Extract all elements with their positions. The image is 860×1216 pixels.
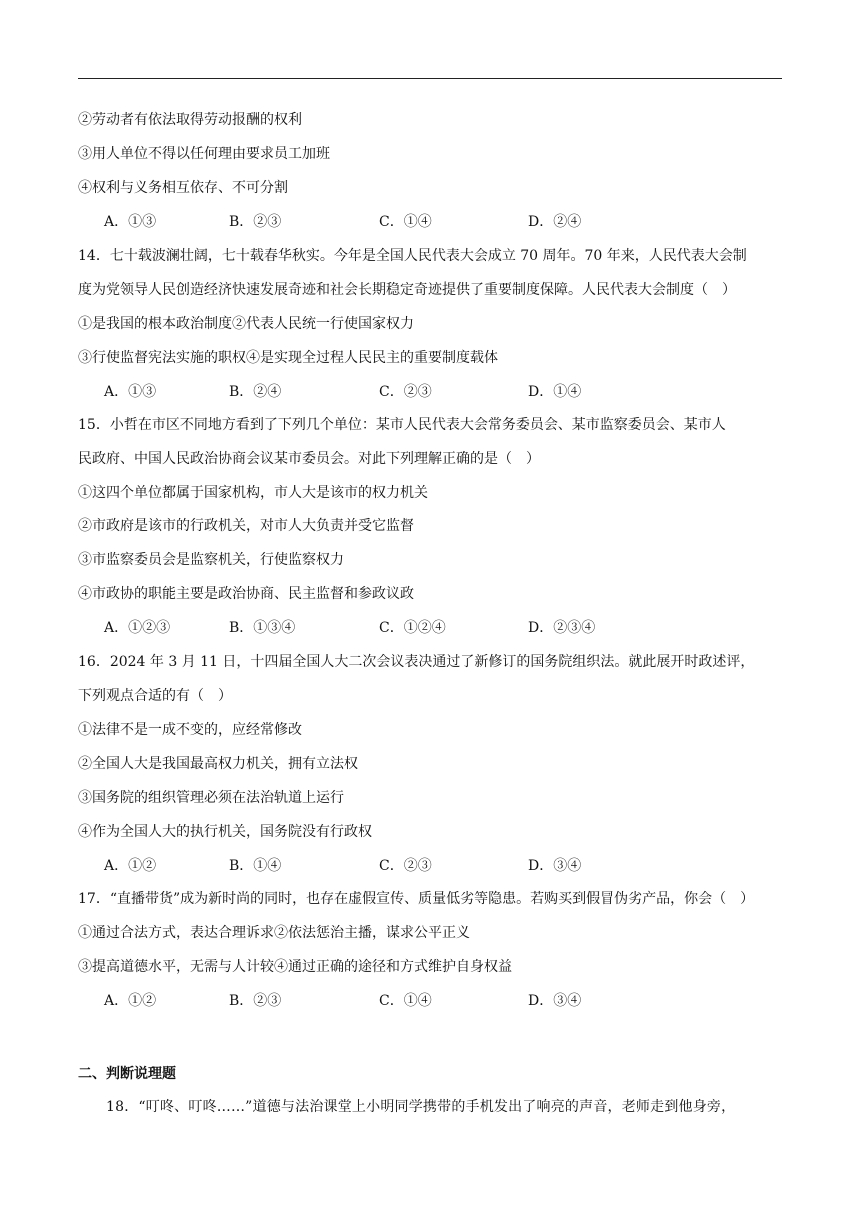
section-heading: 二、判断说理题 <box>78 1066 176 1082</box>
q17-stem: 17．“直播带货”成为新时尚的同时，也存在虚假宣传、质量低劣等隐患。若购买到假冒伪劣产品，你会（ ） <box>78 891 755 907</box>
q17-item-line-2: ③提高道德水平，无需与人计较④通过正确的途径和方式维护自身权益 <box>78 959 512 975</box>
q16-stem-line-2: 下列观点合适的有（ ） <box>78 688 232 704</box>
q15-option-a: A．①②③ <box>104 620 171 636</box>
q16-item-4: ④作为全国人大的执行机关，国务院没有行政权 <box>78 824 372 840</box>
q16-item-3: ③国务院的组织管理必须在法治轨道上运行 <box>78 790 344 806</box>
q17-item-line-1: ①通过合法方式，表达合理诉求②依法惩治主播，谋求公平正义 <box>78 925 470 941</box>
q16-option-a: A．①② <box>104 858 157 874</box>
q16-item-1: ①法律不是一成不变的，应经常修改 <box>78 722 302 738</box>
q14-stem-line-1: 14．七十载波澜壮阔，七十载春华秋实。今年是全国人民代表大会成立 70 周年。70 年来，人民代表大会制 <box>78 248 747 264</box>
q13-item-3: ③用人单位不得以任何理由要求员工加班 <box>78 146 330 162</box>
q14-option-c: C．②③ <box>379 384 432 400</box>
q17-option-c: C．①④ <box>379 993 432 1009</box>
q13-option-d: D．②④ <box>528 214 582 230</box>
q15-item-4: ④市政协的职能主要是政治协商、民主监督和参政议政 <box>78 586 414 602</box>
q15-option-c: C．①②④ <box>379 620 446 636</box>
q15-stem-line-1: 15．小哲在市区不同地方看到了下列几个单位：某市人民代表大会常务委员会、某市监察委员会、某市人 <box>78 417 726 433</box>
q14-item-line-1: ①是我国的根本政治制度②代表人民统一行使国家权力 <box>78 316 414 332</box>
q13-item-2: ②劳动者有依法取得劳动报酬的权利 <box>78 112 302 128</box>
q14-option-d: D．①④ <box>528 384 582 400</box>
q15-item-3: ③市监察委员会是监察机关，行使监察权力 <box>78 552 344 568</box>
q14-option-a: A．①③ <box>104 384 157 400</box>
q18-stem: 18．“叮咚、叮咚……”道德与法治课堂上小明同学携带的手机发出了响亮的声音，老师走到他身旁， <box>106 1099 736 1115</box>
q14-item-line-2: ③行使监督宪法实施的职权④是实现全过程人民民主的重要制度载体 <box>78 350 498 366</box>
q16-item-2: ②全国人大是我国最高权力机关，拥有立法权 <box>78 756 358 772</box>
q16-option-c: C．②③ <box>379 858 432 874</box>
q17-option-b: B．②③ <box>229 993 282 1009</box>
q15-item-2: ②市政府是该市的行政机关，对市人大负责并受它监督 <box>78 518 414 534</box>
header-rule <box>78 78 782 79</box>
q16-option-b: B．①④ <box>229 858 282 874</box>
q15-option-d: D．②③④ <box>528 620 596 636</box>
q13-item-4: ④权利与义务相互依存、不可分割 <box>78 180 288 196</box>
q15-item-1: ①这四个单位都属于国家机构，市人大是该市的权力机关 <box>78 485 428 501</box>
q13-option-c: C．①④ <box>379 214 432 230</box>
q17-option-d: D．③④ <box>528 993 582 1009</box>
q14-option-b: B．②④ <box>229 384 282 400</box>
q13-option-b: B．②③ <box>229 214 282 230</box>
q15-option-b: B．①③④ <box>229 620 296 636</box>
q14-stem-line-2: 度为党领导人民创造经济快速发展奇迹和社会长期稳定奇迹提供了重要制度保障。人民代表大会制度（ ） <box>78 282 736 298</box>
q16-option-d: D．③④ <box>528 858 582 874</box>
q15-stem-line-2: 民政府、中国人民政治协商会议某市委员会。对此下列理解正确的是（ ） <box>78 451 540 467</box>
q16-stem-line-1: 16．2024 年 3 月 11 日，十四届全国人大二次会议表决通过了新修订的国务院组织法。就此展开时政述评， <box>78 654 755 670</box>
q13-option-a: A．①③ <box>104 214 157 230</box>
q17-option-a: A．①② <box>104 993 157 1009</box>
